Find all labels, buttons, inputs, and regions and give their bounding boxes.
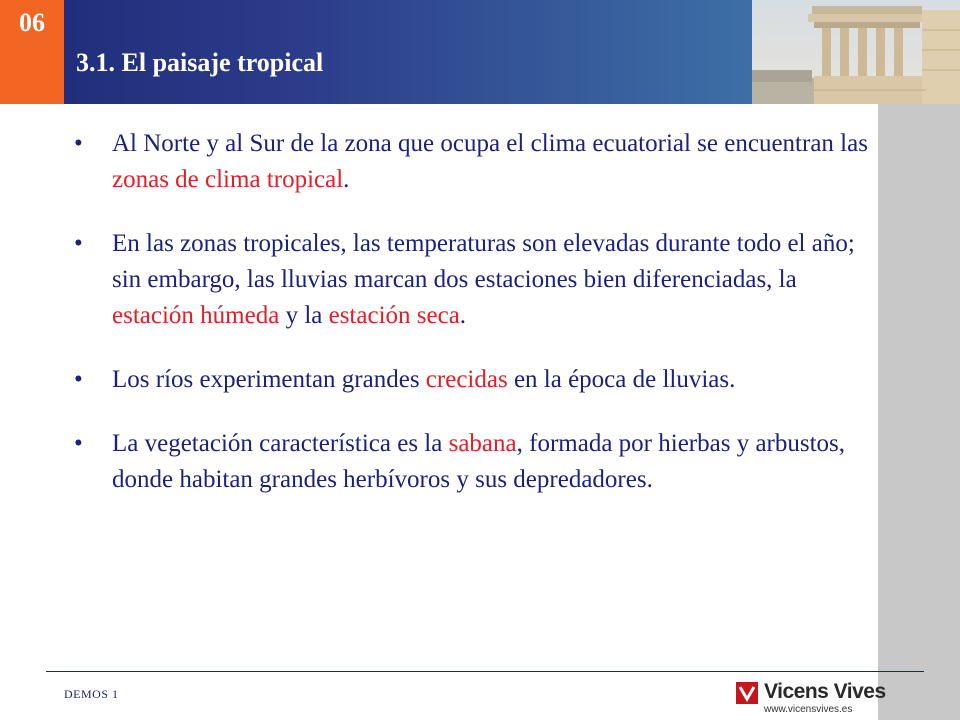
bullet-text: . — [343, 166, 350, 193]
highlighted-term: sabana — [448, 430, 517, 457]
footer-divider — [46, 671, 924, 672]
bullet-item — [70, 362, 870, 398]
chapter-badge — [0, 0, 64, 104]
bullet-text: en la época de lluvias. — [507, 366, 736, 393]
logo-name: Vicens Vives — [764, 680, 886, 703]
bullet-text: y la — [279, 302, 329, 329]
publisher-logo — [736, 680, 886, 716]
caryatid-temple-illustration — [752, 0, 960, 104]
bullet-item — [70, 226, 870, 334]
highlighted-term: zonas de clima tropical — [112, 166, 344, 193]
header-photo — [752, 0, 960, 104]
bullet-text: Al Norte y al Sur de la zona que ocupa el clima ecuatorial se encuentran las — [112, 130, 868, 157]
bullet-item — [70, 126, 870, 198]
bullet-list — [70, 126, 870, 526]
bullet-item — [70, 426, 870, 498]
bullet-marker: • — [74, 130, 83, 157]
page-title: 3.1. El paisaje tropical — [76, 48, 324, 77]
vicens-vives-logo-icon — [736, 682, 758, 704]
bullet-text: , formada por hierbas y arbustos, donde habitan grandes herbívoros y sus depredadores. — [112, 430, 846, 493]
bullet-marker: • — [74, 230, 83, 257]
bullet-marker: • — [74, 430, 83, 457]
bullet-marker: • — [74, 366, 83, 393]
chapter-number: 06 — [19, 8, 45, 37]
highlighted-term: estación húmeda — [112, 302, 280, 329]
footer-label: DEMOS 1 — [64, 687, 119, 701]
bullet-text: . — [459, 302, 467, 329]
logo-url: www.vicensvives.es — [764, 704, 853, 715]
bullet-text: La vegetación característica es la — [112, 430, 449, 457]
highlighted-term: estación seca — [328, 302, 460, 329]
right-sidebar — [878, 104, 960, 720]
highlighted-term: crecidas — [425, 366, 508, 393]
bullet-text: Los ríos experimentan grandes — [112, 366, 426, 393]
bullet-text: En las zonas tropicales, las temperaturas son elevadas durante todo el año; sin embargo, las lluvias marcan dos estaciones bien diferenciadas, la — [112, 230, 855, 293]
